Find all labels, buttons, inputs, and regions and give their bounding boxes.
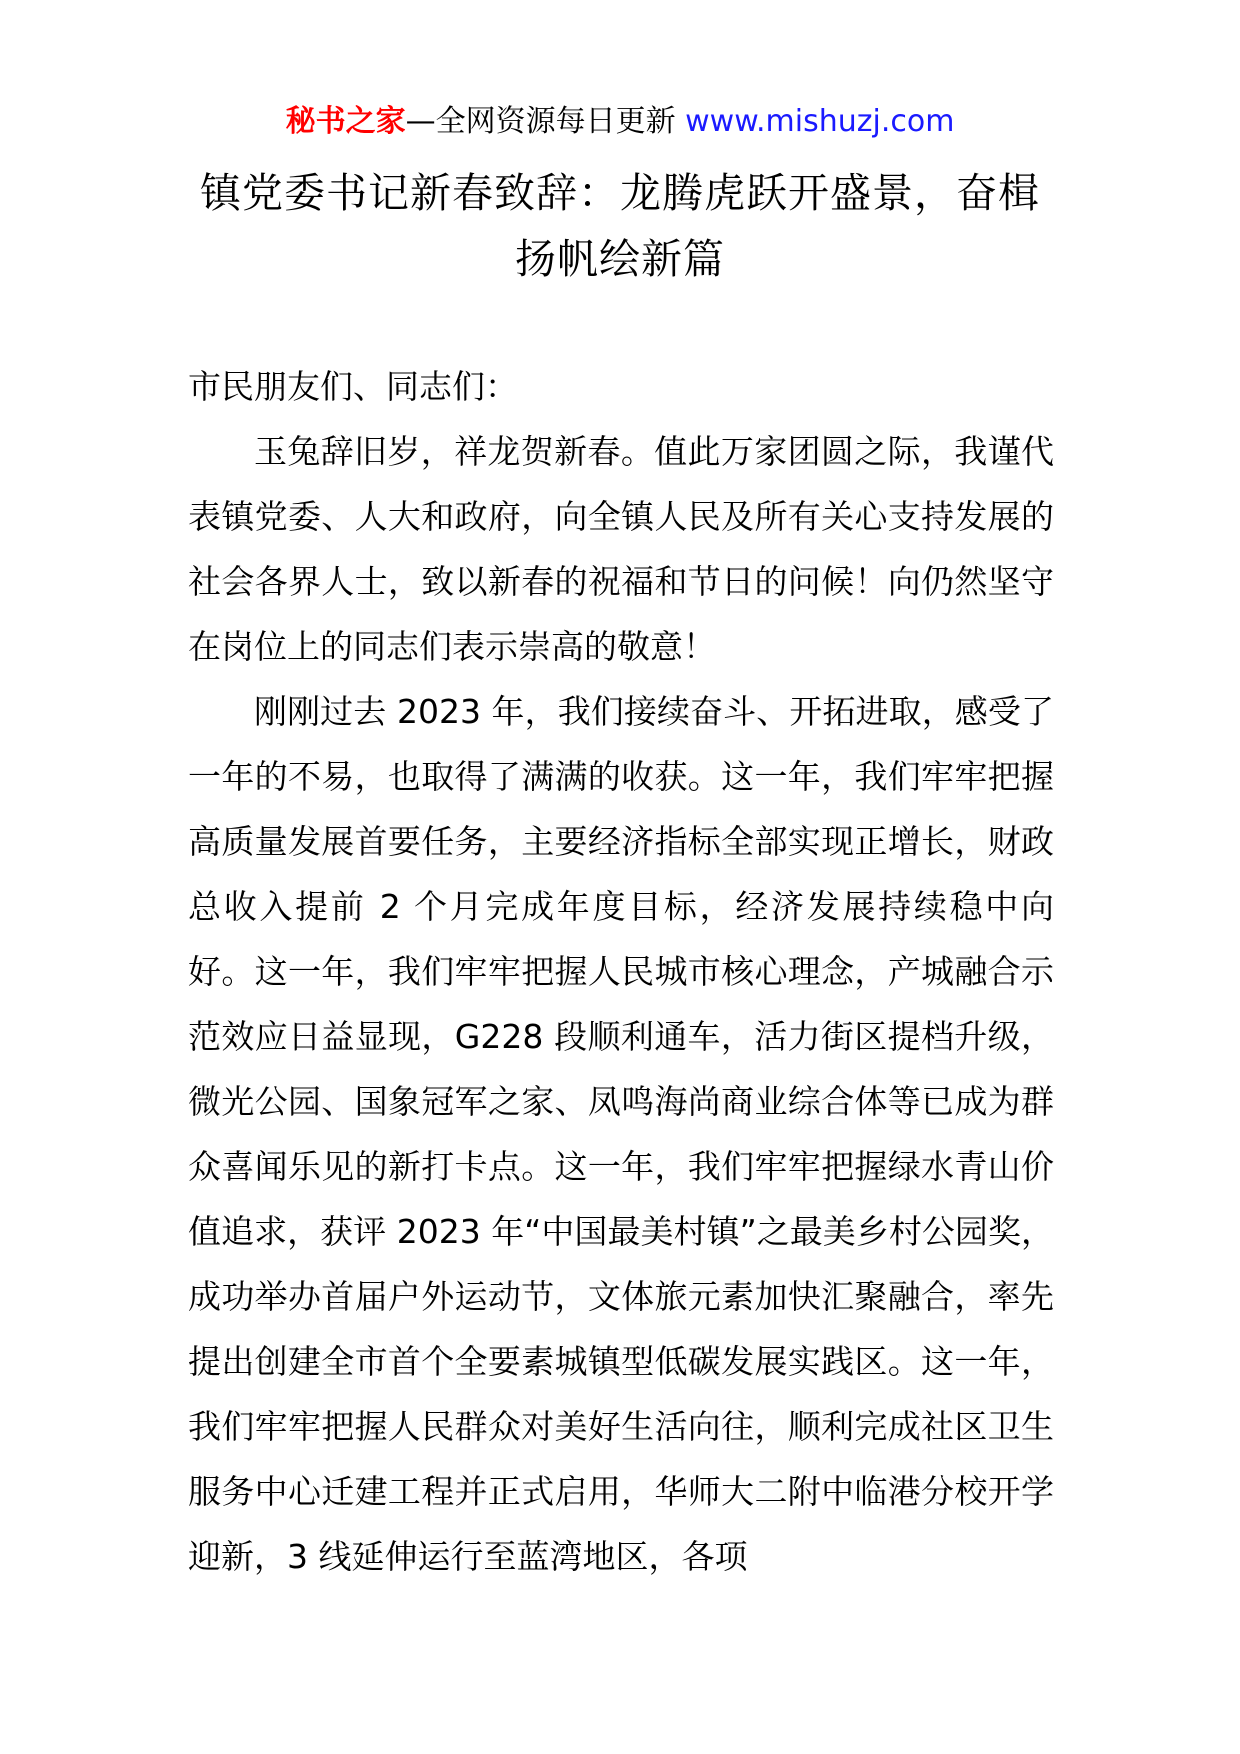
site-tagline: —全网资源每日更新 [405, 104, 676, 139]
salutation: 市民朋友们、同志们： [188, 367, 518, 406]
site-header [0, 100, 1240, 144]
paragraph-2: 刚刚过去 2023 年，我们接续奋斗、开拓进取，感受了一年的不易，也取得了满满的收获。这一年，我们牢牢把握高质量发展首要任务，主要经济指标全部实现正增长，财政总收入提前 2 个月完成年度目标，经济发展持续稳中向好。这一年，我们牢牢把握人民城市核心理念，产城融合示范效应日益显现，G228 段顺利通车，活力街区提档升级，微光公园、国象冠军之家、凤鸣海尚商业综合体等已成为群众喜闻乐见的新打卡点。这一年，我们牢牢把握绿水青山价值追求，获评 2023 年“中国最美村镇”之最美乡村公园奖，成功举办首届户外运动节，文体旅元素加快汇聚融合，率先提出创建全市首个全要素城镇型低碳发展实践区。这一年，我们牢牢把握人民群众对美好生活向往，顺利完成社区卫生服务中心迁建工程并正式启用，华师大二附中临港分校开学迎新，3 线延伸运行至蓝湾地区，各项 [188, 692, 1054, 1576]
document-body [188, 354, 1054, 1589]
document-title: 镇党委书记新春致辞：龙腾虎跃开盛景，奋楫扬帆绘新篇 [200, 169, 1040, 283]
site-brand: 秘书之家 [285, 104, 406, 139]
paragraph-1: 玉兔辞旧岁，祥龙贺新春。值此万家团圆之际，我谨代表镇党委、人大和政府，向全镇人民及所有关心支持发展的社会各界人士，致以新春的祝福和节日的问候！向仍然坚守在岗位上的同志们表示崇高的敬意！ [188, 432, 1054, 666]
site-url[interactable]: www.mishuzj.com [685, 104, 955, 139]
